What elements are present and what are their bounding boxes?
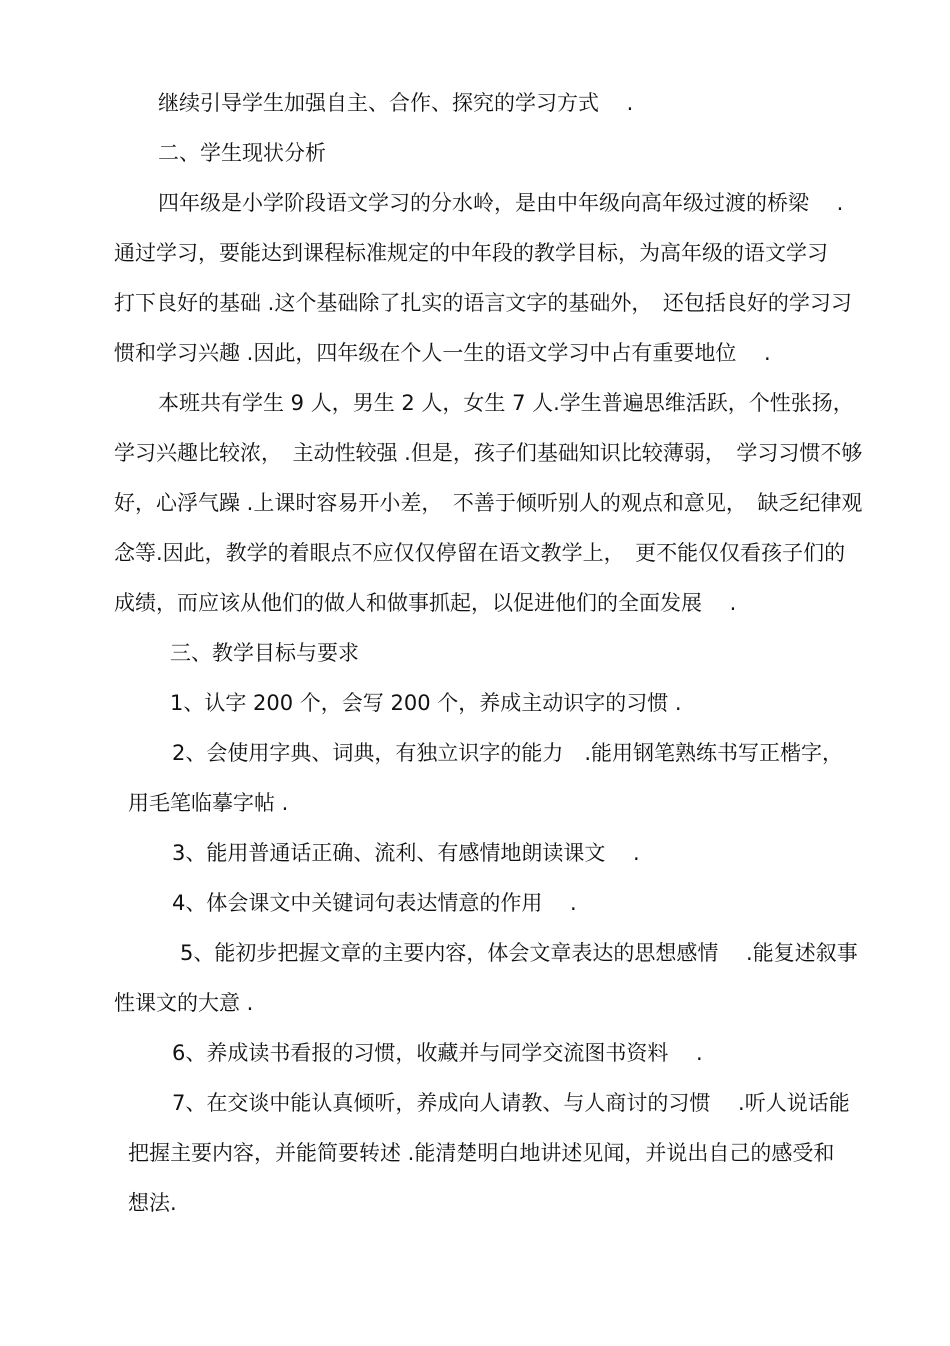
- text-line-1: 继续引导学生加强自主、合作、探究的学习方式 .: [158, 91, 634, 115]
- text-line-5: 打下良好的基础 .这个基础除了扎实的语言文字的基础外， 还包括良好的学习习: [114, 291, 852, 315]
- text-line-6: 惯和学习兴趣 .因此，四年级在个人一生的语文学习中占有重要地位 .: [114, 341, 771, 365]
- goal-item-7: 7、在交谈中能认真倾听，养成向人请教、与人商讨的习惯 .听人说话能: [172, 1091, 850, 1115]
- section-heading-3: 三、教学目标与要求: [170, 641, 359, 665]
- section-heading-2: 二、学生现状分析: [158, 141, 326, 165]
- text-line-4: 通过学习，要能达到课程标准规定的中年段的教学目标，为高年级的语文学习: [114, 241, 828, 265]
- goal-item-5-cont: 性课文的大意 .: [114, 991, 254, 1015]
- text-line-10: 念等.因此，教学的着眼点不应仅仅停留在语文教学上， 更不能仅仅看孩子们的: [114, 541, 846, 565]
- goal-item-7-cont: 把握主要内容，并能简要转述 .能清楚明白地讲述见闻，并说出自己的感受和: [128, 1141, 835, 1165]
- goal-item-2-cont: 用毛笔临摹字帖 .: [128, 791, 289, 815]
- text-line-11: 成绩，而应该从他们的做人和做事抓起，以促进他们的全面发展 .: [114, 591, 737, 615]
- goal-item-4: 4、体会课文中关键词句表达情意的作用 .: [172, 891, 577, 915]
- text-line-7: 本班共有学生 9 人，男生 2 人，女生 7 人.学生普遍思维活跃，个性张扬，: [158, 391, 854, 415]
- goal-item-6: 6、养成读书看报的习惯，收藏并与同学交流图书资料 .: [172, 1041, 703, 1065]
- goal-item-2: 2、会使用字典、词典，有独立识字的能力 .能用钢笔熟练书写正楷字，: [172, 741, 844, 765]
- goal-item-5: 5、能初步把握文章的主要内容，体会文章表达的思想感情 .能复述叙事: [180, 941, 858, 965]
- text-line-8: 学习兴趣比较浓， 主动性较强 .但是，孩子们基础知识比较薄弱， 学习习惯不够: [114, 441, 863, 465]
- goal-item-1: 1、认字 200 个，会写 200 个，养成主动识字的习惯 .: [170, 691, 682, 715]
- goal-item-7-end: 想法.: [128, 1191, 177, 1215]
- goal-item-3: 3、能用普通话正确、流利、有感情地朗读课文 .: [172, 841, 640, 865]
- text-line-9: 好，心浮气躁 .上课时容易开小差， 不善于倾听别人的观点和意见， 缺乏纪律观: [114, 491, 863, 515]
- text-line-3: 四年级是小学阶段语文学习的分水岭，是由中年级向高年级过渡的桥梁 .: [158, 191, 844, 215]
